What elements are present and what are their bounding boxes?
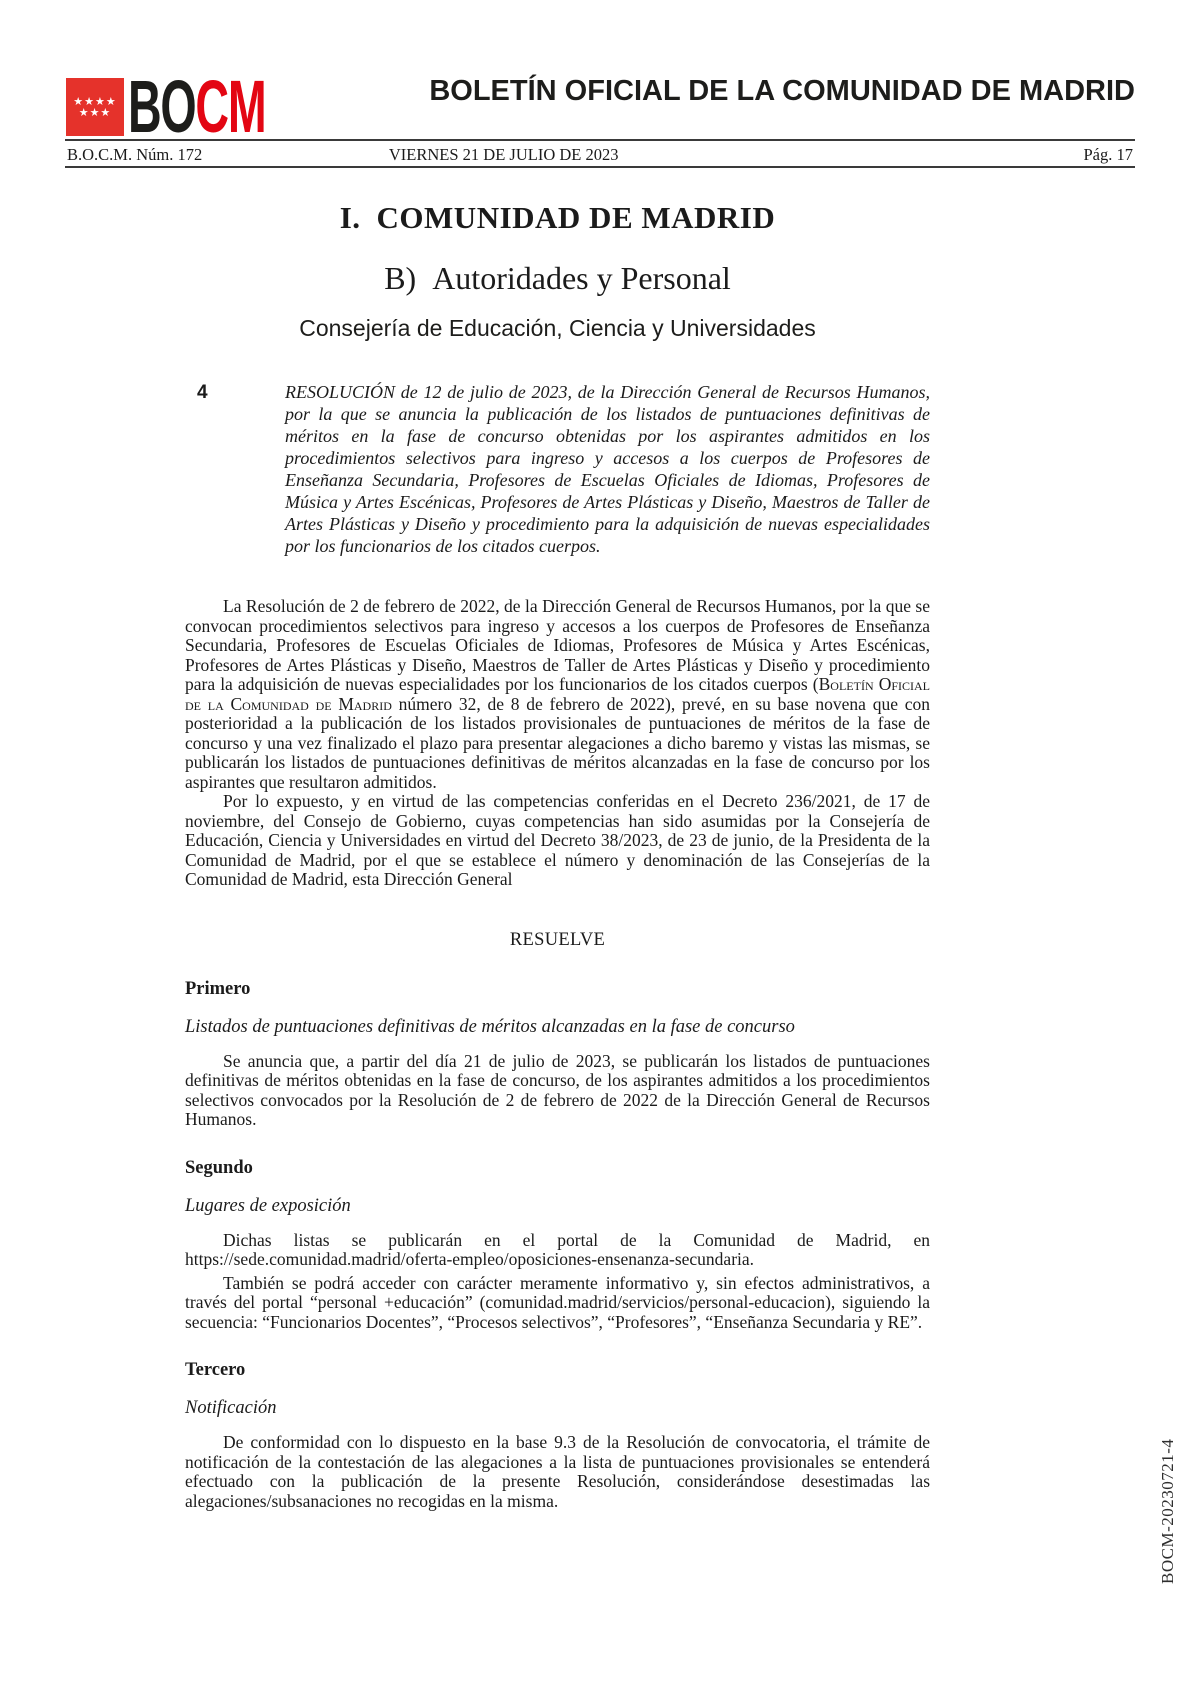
masthead: [0, 0, 1200, 148]
section-subtitle: Listados de puntuaciones definitivas de méritos alcanzadas en la fase de concurso: [185, 1016, 795, 1037]
section-segundo: [185, 1158, 930, 1333]
paragraph-text: La Resolución de 2 de febrero de 2022, de la Dirección General de Recursos Humanos, por la que se convocan procedimientos selectivos para ingreso y accesos a los cuerpos de Profesores de Enseñanza Secundaria, Profesores de Escuelas Oficiales de Idiomas, Profesores de Música y Artes Escénicas, Profesores de Artes Plásticas y Diseño, Maestros de Taller de Artes Plásticas y Diseño y procedimiento para la adquisición de nuevas especialidades por los funcionarios de los citados cuerpos (: [185, 596, 930, 694]
section-heading: Segundo: [185, 1157, 253, 1178]
section-paragraph: Dichas listas se publicarán en el portal de la Comunidad de Madrid, en https://sede.comunidad.madrid/oferta-empleo/oposiciones-ensenanza-secundaria.: [185, 1229, 930, 1269]
body-paragraph-2: Por lo expuesto, y en virtud de las competencias conferidas en el Decreto 236/2021, de 17 de noviembre, del Consejo de Gobierno, cuyas competencias han sido asumidas por la Consejería de Educación, Ciencia y Universidades en virtud del Decreto 38/2023, de 23 de junio, de la Presidenta de la Comunidad de Madrid, por el que se establece el número y denominación de las Consejerías de la Comunidad de Madrid, esta Dirección General: [185, 791, 930, 889]
flag-stars-bottom: ★★★: [78, 106, 112, 119]
announcement-item: [185, 381, 930, 557]
wordmark-bo: BO: [128, 65, 196, 148]
bulletin-title: BOLETÍN OFICIAL DE LA COMUNIDAD DE MADRID: [429, 75, 1135, 107]
section-primero: [185, 979, 930, 1130]
meta-bar: [65, 139, 1135, 168]
bocm-logo: [66, 65, 346, 148]
section-heading: Primero: [185, 978, 251, 999]
section-paragraph: Se anuncia que, a partir del día 21 de julio de 2023, se publicarán los listados de puntuaciones definitivas de méritos obtenidas en la fase de concurso, de los aspirantes admitidos a los procedimientos selectivos convocados por la Resolución de 2 de febrero de 2022 de la Dirección General de Recursos Humanos.: [185, 1050, 930, 1129]
section-subtitle: Lugares de exposición: [185, 1195, 351, 1216]
content-column: [185, 168, 930, 1511]
section-heading: Tercero: [185, 1360, 246, 1380]
department-title: Consejería de Educación, Ciencia y Universidades: [299, 315, 816, 341]
bocm-wordmark: [128, 65, 266, 148]
section-tercero: [185, 1360, 930, 1511]
document-reference-code: BOCM-20230721-4: [1158, 1438, 1177, 1584]
item-summary: RESOLUCIÓN de 12 de julio de 2023, de la Dirección General de Recursos Humanos, por la que se anuncia la publicación de los listados de puntuaciones definitivas de méritos en la fase de concurso obtenidas por los aspirantes admitidos en los procedimientos selectivos para ingreso y accesos a los cuerpos de Profesores de Enseñanza Secundaria, Profesores de Escuelas Oficiales de Idiomas, Profesores de Música y Artes Escénicas, Profesores de Artes Plásticas y Diseño, Maestros de Taller de Artes Plásticas y Diseño y procedimiento para la adquisición de nuevas especialidades por los funcionarios de los citados cuerpos.: [285, 382, 930, 556]
flag-stars-top: ★★★★: [73, 95, 117, 108]
resolve-heading: RESUELVE: [509, 929, 606, 950]
section-paragraph: También se podrá acceder con carácter meramente informativo y, sin efectos administrativos, a través del portal “personal +educación” (comunidad.madrid/servicios/personal-educacion), siguiendo la secuencia: “Funcionarios Docentes”, “Procesos selectivos”, “Profesores”, “Enseñanza Secundaria y RE”.: [185, 1272, 930, 1332]
body-paragraph-1: [185, 597, 930, 792]
madrid-flag-icon: [66, 78, 124, 136]
subsection-title: B) Autoridades y Personal: [384, 260, 731, 296]
page-number: Pág. 17: [1083, 145, 1133, 164]
issue-number: B.O.C.M. Núm. 172: [67, 145, 203, 164]
paragraph-text: número 32, de 8 de febrero de 2022), prevé, en su base novena que con posterioridad a la publicación de los listados provisionales de puntuaciones de méritos de la fase de concurso y una vez finalizado el plazo para presentar alegaciones a dicho baremo y vistas las mismas, se publicarán los listados de puntuaciones definitivas de méritos alcanzadas en la fase de concurso por los aspirantes que resultaron admitidos.: [185, 693, 930, 792]
bulletin-reference: Boletín Oficial de la Comunidad de Madrid: [185, 674, 930, 714]
issue-date: VIERNES 21 DE JULIO DE 2023: [388, 145, 619, 164]
section-title: I. COMUNIDAD DE MADRID: [339, 200, 776, 235]
wordmark-cm: CM: [195, 65, 266, 148]
item-number: 4: [197, 382, 208, 403]
section-paragraph: De conformidad con lo dispuesto en la base 9.3 de la Resolución de convocatoria, el trámite de notificación de la contestación de las alegaciones a la lista de puntuaciones provisionales se entenderá efectuado con la publicación de la presente Resolución, considerándose desestimadas las alegaciones/subsanaciones no recogidas en la misma.: [185, 1432, 930, 1511]
section-subtitle: Notificación: [185, 1398, 277, 1418]
